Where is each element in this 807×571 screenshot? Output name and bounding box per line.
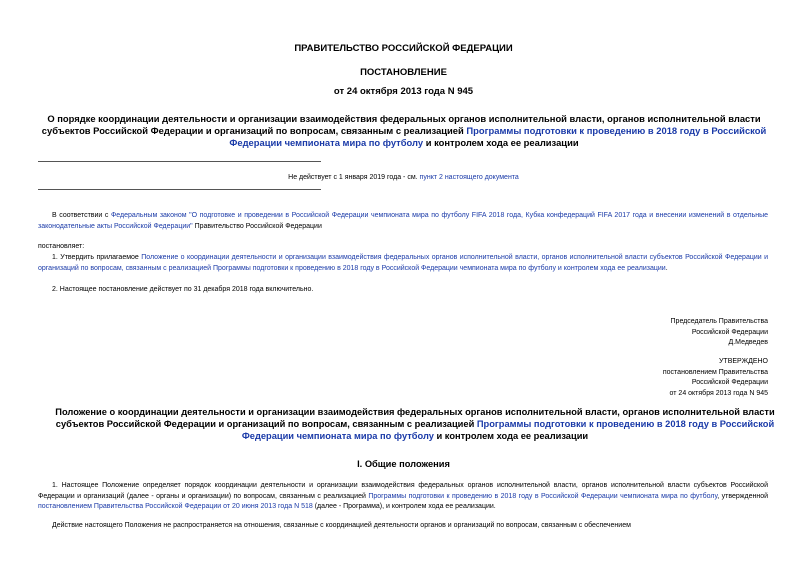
paragraph-1-program-link[interactable]: Программы подготовки к проведению в 2018 году в Российской Федерации чемпионата мира по футболу — [368, 492, 718, 500]
paragraph-1 — [38, 481, 768, 513]
signature-block — [671, 317, 768, 349]
document-date-number: от 24 октября 2013 года N 945 — [333, 86, 474, 97]
resolves-text: постановляет: — [38, 243, 85, 250]
approved-org: Российской Федерации — [691, 379, 768, 386]
item-1 — [38, 253, 768, 274]
status-text: Не действует с 1 января 2019 года - см. — [288, 174, 420, 181]
government-title: ПРАВИТЕЛЬСТВО РОССИЙСКОЙ ФЕДЕРАЦИИ — [294, 43, 513, 54]
paragraph-1-prefix: 1. Настоящее Положение определяет порядок координации деятельности и организации взаимодействия федеральных органов исполнительной власти, органов исполнительной власти субъектов Российской Федерации и организаций (далее - органы и организации) по вопросам, связанным с реализацией — [38, 482, 768, 500]
approved-title: УТВЕРЖДЕНО — [718, 358, 768, 365]
paragraph-1-mid: , утвержденной — [717, 492, 768, 500]
federal-law-link[interactable]: Федеральным законом "О подготовке и проведении в Российской Федерации чемпионата мира по футболу FIFA 2018 года, Кубка конфедераций FIFA 2017 года и внесении изменений в отдельные законодательные акты Российской Федерации" — [38, 212, 769, 230]
document-type: ПОСТАНОВЛЕНИЕ — [360, 67, 447, 78]
approved-date: от 24 октября 2013 года N 945 — [669, 389, 768, 397]
preamble — [38, 211, 768, 232]
signature-name: Д.Медведев — [728, 339, 768, 346]
regulation-heading-text: Положение о координации деятельности и организации взаимодействия федеральных органов исполнительной власти, органов исполнительной власти субъектов Российской Федерации и организаций по вопросам, связанным с реализацией — [55, 407, 775, 429]
regulation-link[interactable]: Положение о координации деятельности и организации взаимодействия федеральных органов исполнительной власти, органов исполнительной власти субъектов Российской Федерации и организаций по вопросам, связанным с реализацией Программы подготовки к проведению в 2018 году в Российской Федерации чемпионата мира по футболу и контролем хода ее реализации — [38, 254, 769, 272]
status-note — [0, 174, 807, 181]
approved-block — [663, 357, 768, 399]
program-link[interactable]: Программы подготовки к проведению в 2018 году в Российской Федерации чемпионата мира по футболу — [229, 125, 767, 148]
document-subject — [30, 113, 778, 149]
regulation-heading-end: и контролем хода ее реализации — [433, 431, 589, 441]
item-1-suffix: . — [665, 264, 668, 272]
status-link[interactable]: пункт 2 настоящего документа — [419, 174, 519, 181]
divider-bottom — [38, 189, 321, 190]
regulation-program-link[interactable]: Программы подготовки к проведению в 2018 году в Российской Федерации чемпионата мира по футболу — [241, 419, 775, 441]
preamble-prefix: В соответствии с — [52, 212, 111, 219]
subject-text-end: и контролем хода ее реализации — [423, 137, 579, 148]
paragraph-2: Действие настоящего Положения не распространяется на отношения, связанные с координацией деятельности органов и организаций по вопросам, связанным с обеспечением — [52, 522, 631, 529]
section-heading: I. Общие положения — [357, 459, 450, 469]
item-2: 2. Настоящее постановление действует по 31 декабря 2018 года включительно. — [52, 286, 314, 293]
resolution-518-link[interactable]: постановлением Правительства Российской Федерации от 20 июня 2013 года N 518 — [38, 503, 313, 510]
approved-by: постановлением Правительства — [662, 368, 768, 376]
preamble-suffix: Правительство Российской Федерации — [192, 222, 322, 230]
signature-org: Российской Федерации — [691, 328, 768, 336]
regulation-heading — [55, 406, 775, 442]
signature-position: Председатель Правительства — [670, 318, 768, 325]
paragraph-1-suffix: (далее - Программа), и контролем хода ее реализации. — [312, 503, 496, 510]
subject-text: О порядке координации деятельности и организации взаимодействия федеральных органов исполнительной власти, органов исполнительной власти субъектов Российской Федерации и организаций по вопросам, связанным с реализацией — [41, 113, 761, 136]
divider-top — [38, 161, 321, 162]
item-1-prefix: 1. Утвердить прилагаемое — [52, 254, 142, 261]
